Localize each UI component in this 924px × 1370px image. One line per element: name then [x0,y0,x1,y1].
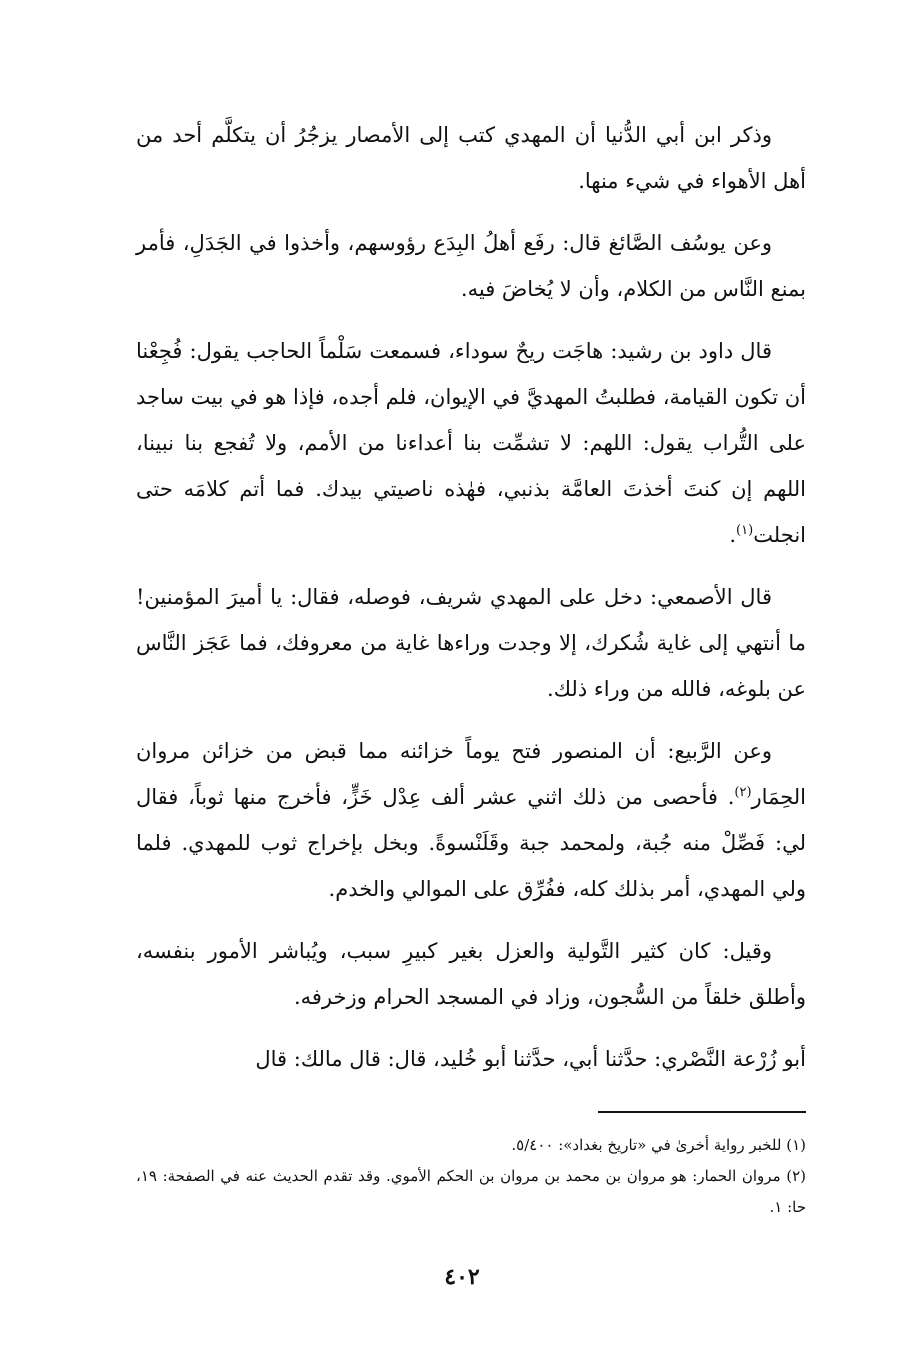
footnote-separator [598,1111,806,1113]
main-text [136,112,806,1098]
paragraph-3 [136,328,806,558]
paragraph-7 [136,1036,806,1082]
page-number: ٤٠٢ [444,1264,480,1290]
paragraph-6 [136,928,806,1020]
footnote-1: (١) للخبر رواية أخرىٰ في «تاريخ بغداد»: ٥/٤٠٠. [511,1136,806,1154]
paragraph-4 [136,574,806,712]
footnotes [136,1130,806,1223]
paragraph-3-text: قال داود بن رشيد: هاجَت ريحٌ سوداء، فسمعت سَلْماً الحاجب يقول: فُجِعْنا أن تكون القيامة، فطلبتُ المهديَّ في الإيوان، فلم أجده، فإذا هو في بيت ساجد على التُّراب يقول: اللهم: لا تشمِّت بنا أعداءنا من الأمم، ولا تُفجع بنا نبينا، اللهم إن كنتَ أخذتَ العامَّة بذنبي، فهٰذه ناصيتي بيدك. فما أتم كلامَه حتى انجلت [136,339,806,547]
paragraph-5-tail: . فأحصى من ذلك اثني عشر ألف عِدْل خَزٍّ، فأخرج منها ثوباً، فقال لي: فَصِّلْ منه جُبة، ولمحمد جبة وقَلَنْسوةً. وبخل بإخراج ثوب للمهدي. فلما ولي المهدي، أمر بذلك كله، ففُرِّق على الموالي والخدم. [136,785,806,901]
paragraph-3-tail: . [729,523,737,547]
paragraph-4-text: قال الأصمعي: دخل على المهدي شريف، فوصله، فقال: يا أميرَ المؤمنين! ما أنتهي إلى غاية شُكرك، إلا وجدت وراءها غاية من معروفك، فما عَجَز النَّاس عن بلوغه، فالله من وراء ذلك. [136,585,806,701]
paragraph-6-text: وقيل: كان كثير التَّولية والعزل بغير كبيرِ سبب، ويُباشر الأمور بنفسه، وأطلق خلقاً من السُّجون، وزاد في المسجد الحرام وزخرفه. [136,939,806,1009]
paragraph-5 [136,728,806,912]
paragraph-7-text: أبو زُرْعة النَّصْري: حدَّثنا أبي، حدَّثنا أبو خُليد، قال: قال مالك: قال [255,1047,806,1071]
footnote-2: (٢) مروان الحمار: هو مروان بن محمد بن مروان بن الحكم الأموي. وقد تقدم الحديث عنه في الصفحة: ١٩، حا: ١. [136,1167,806,1216]
paragraph-2 [136,220,806,312]
footnote-reference-1: (١) [736,523,754,538]
paragraph-1-text: وذكر ابن أبي الدُّنيا أن المهدي كتب إلى الأمصار يزجُرُ أن يتكلَّم أحد من أهل الأهواء في شيء منها. [136,123,806,193]
paragraph-5-text: وعن الرَّبيع: أن المنصور فتح يوماً خزائنه مما قبض من خزائن مروان الحِمَار [136,739,806,809]
paragraph-2-text: وعن يوسُف الصَّائغ قال: رفَع أهلُ البِدَع رؤوسهم، وأخذوا في الجَدَلِ، فأمر بمنع النَّاس من الكلام، وأن لا يُخاضَ فيه. [136,231,806,301]
paragraph-1 [136,112,806,204]
footnote-reference-2: (٢) [734,785,752,800]
